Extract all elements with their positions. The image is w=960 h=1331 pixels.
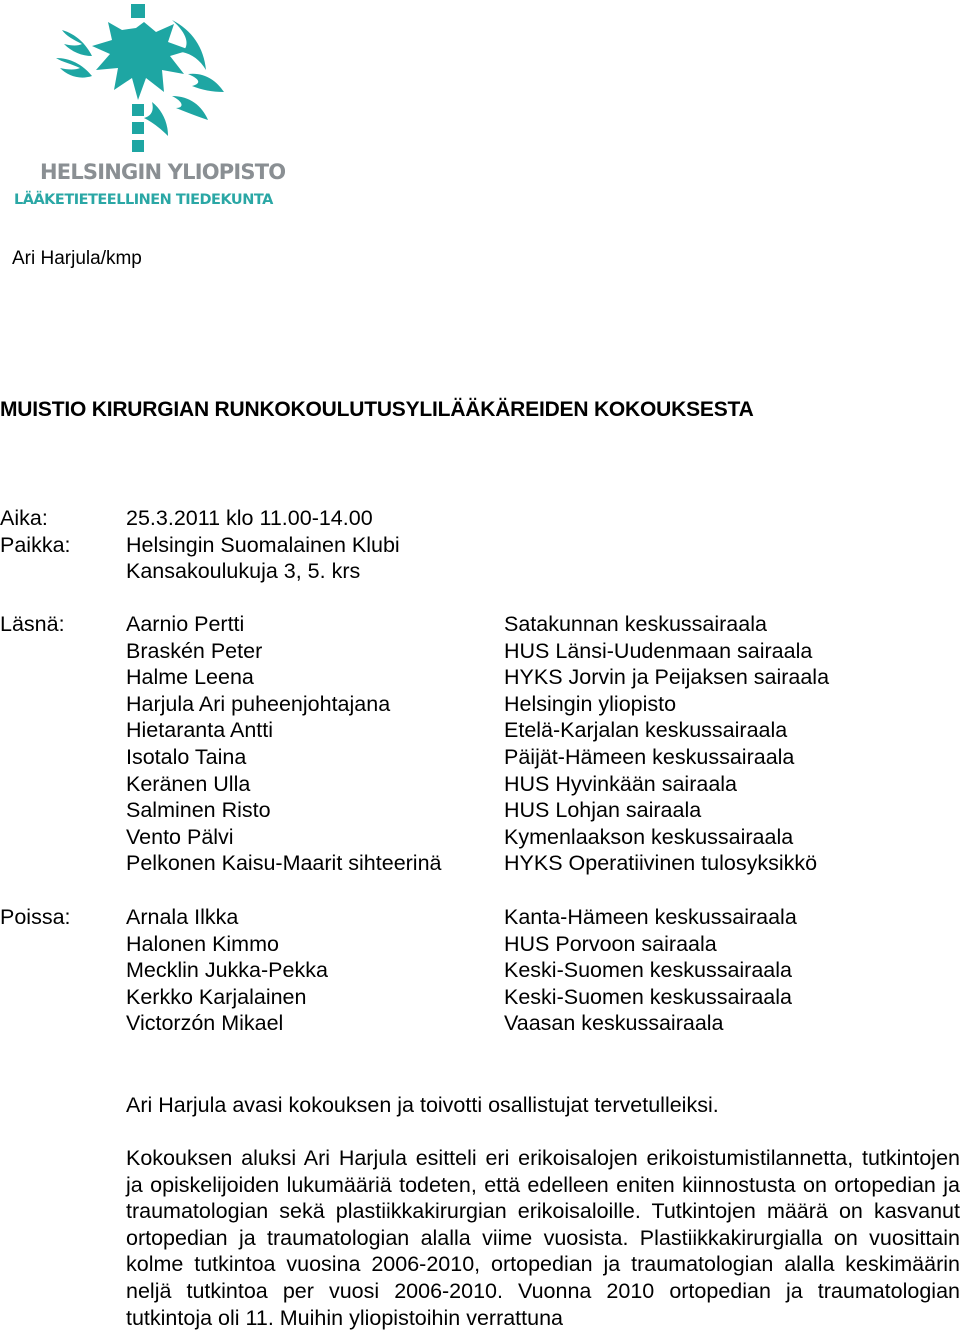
absent-orgs-list: [504, 904, 797, 1037]
opening-paragraph: Ari Harjula avasi kokouksen ja toivotti osallistujat tervetulleiksi.: [126, 1093, 719, 1117]
present-name: Keränen Ulla: [126, 771, 251, 796]
present-names-list: [126, 611, 442, 877]
present-org: HUS Lohjan sairaala: [504, 798, 702, 823]
present-org: Satakunnan keskussairaala: [504, 612, 767, 636]
faculty-name: LÄÄKETIETEELLINEN TIEDEKUNTA: [14, 192, 273, 208]
absent-org: HUS Porvoon sairaala: [504, 931, 717, 956]
author-line: Ari Harjula/kmp: [12, 248, 142, 269]
present-label: Läsnä:: [0, 612, 65, 636]
present-org: HYKS Jorvin ja Peijaksen sairaala: [504, 665, 830, 690]
absent-org: Keski-Suomen keskussairaala: [504, 984, 792, 1009]
present-org: Kymenlaakson keskussairaala: [504, 824, 794, 849]
time-value: 25.3.2011 klo 11.00-14.00: [126, 506, 373, 530]
present-org: Etelä-Karjalan keskussairaala: [504, 718, 788, 743]
absent-name: Halonen Kimmo: [126, 931, 279, 956]
absent-org: Vaasan keskussairaala: [504, 1011, 724, 1036]
present-org: HUS Hyvinkään sairaala: [504, 771, 738, 796]
absent-name: Victorzón Mikael: [126, 1011, 284, 1036]
absent-org: Keski-Suomen keskussairaala: [504, 958, 792, 983]
present-name: Harjula Ari puheenjohtajana: [126, 691, 391, 716]
present-org: HUS Länsi-Uudenmaan sairaala: [504, 638, 813, 663]
absent-org: Kanta-Hämeen keskussairaala: [504, 905, 797, 929]
place-label: Paikka:: [0, 532, 71, 557]
present-org: Päijät-Hämeen keskussairaala: [504, 744, 795, 769]
present-name: Pelkonen Kaisu-Maarit sihteerinä: [126, 851, 442, 876]
present-orgs-list: [504, 611, 829, 877]
present-org: HYKS Operatiivinen tulosyksikkö: [504, 851, 818, 876]
time-label: Aika:: [0, 506, 48, 530]
place-value: Helsingin Suomalainen Klubi: [126, 532, 400, 557]
intro-paragraph: Kokouksen aluksi Ari Harjula esitteli eri erikoisalojen erikoistumistilannetta, tutkintojen ja opiskelijoiden lukumääriä todeten, että edelleen eniten kiinnostusta on ortopedian ja traumatologian sekä plastiikkakirurgian erikoisaloille. Tutkintojen määrä on kasvanut ortopedian ja traumatologian alalla viime vuosista. Plastiikkakirurgialla on vuosittain kolme tutkintoa vuosina 2006-2010, ortopedian ja traumatologian alalla keskimäärin neljä tutkintoa per vuosi 2006-2010. Vuonna 2010 ortopedian ja traumatologian tutkintoja oli 11. Muihin yliopistoihin verrattuna: [126, 1146, 960, 1330]
present-name: Isotalo Taina: [126, 744, 247, 769]
absent-names-list: [126, 904, 328, 1037]
present-name: Hietaranta Antti: [126, 718, 274, 743]
present-name: Vento Pälvi: [126, 824, 234, 849]
university-name: HELSINGIN YLIOPISTO: [40, 160, 286, 184]
present-name: Salminen Risto: [126, 798, 271, 823]
absent-name: Arnala Ilkka: [126, 905, 239, 929]
absent-label: Poissa:: [0, 905, 71, 929]
present-org: Helsingin yliopisto: [504, 691, 677, 716]
document-title: MUISTIO KIRURGIAN RUNKOKOULUTUSYLILÄÄKÄREIDEN KOKOUKSESTA: [0, 398, 754, 421]
present-name: Halme Leena: [126, 665, 254, 690]
present-name: Aarnio Pertti: [126, 612, 245, 636]
present-name: Braskén Peter: [126, 638, 263, 663]
university-flame-logo: [52, 0, 232, 160]
place-address: Kansakoulukuja 3, 5. krs: [126, 559, 361, 584]
absent-name: Kerkko Karjalainen: [126, 984, 307, 1009]
absent-name: Mecklin Jukka-Pekka: [126, 958, 328, 983]
